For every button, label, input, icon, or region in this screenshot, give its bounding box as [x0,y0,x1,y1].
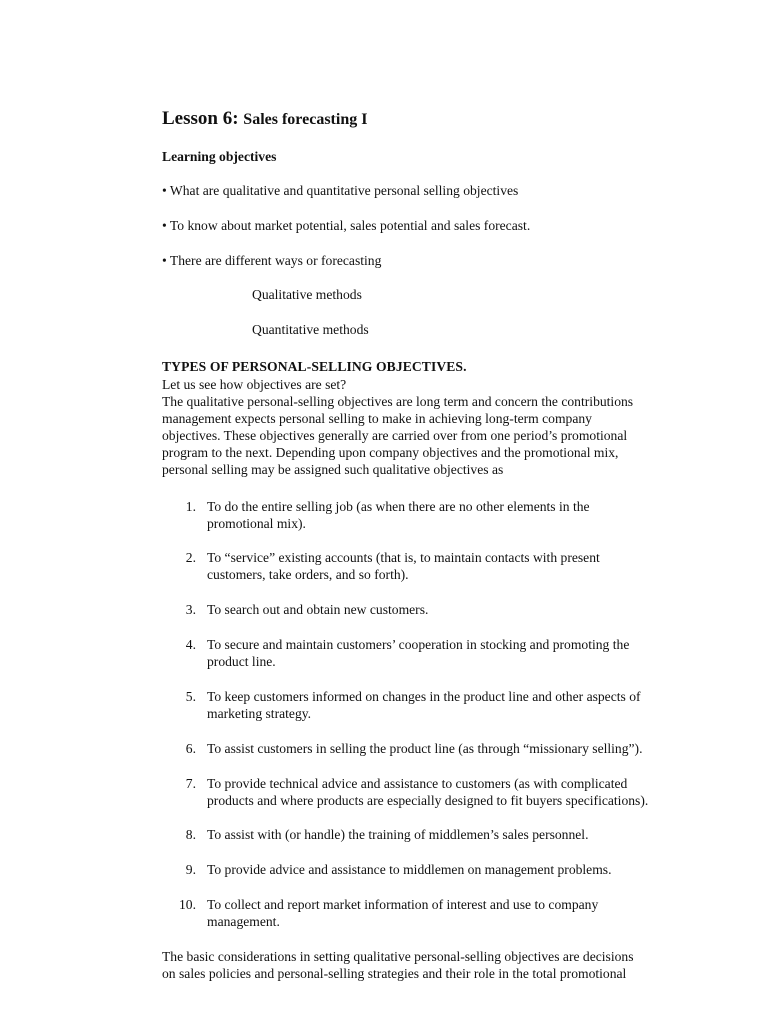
paragraph-line: Let us see how objectives are set? [162,377,347,392]
list-line: To collect and report market information of interest and use to company [207,897,599,912]
paragraph-line: objectives. These objectives generally are carried over from one period’s promotional [162,428,628,443]
list-number: 8. [185,827,196,842]
list-line: marketing strategy. [207,706,312,721]
list-line: product line. [207,654,276,669]
list-text [207,896,598,930]
paragraph-line: The qualitative personal-selling objectives are long term and concern the contributions [162,394,634,409]
list-line: To search out and obtain new customers. [207,602,429,617]
bullet-item: • What are qualitative and quantitative personal selling objectives [162,183,519,198]
list-text [207,861,611,878]
bullet-item: • There are different ways or forecasting [162,253,382,268]
list-number: 6. [185,741,196,756]
closing-paragraph [162,948,702,982]
paragraph-line: program to the next. Depending upon company objectives and the promotional mix, [162,445,619,460]
method-item: Quantitative methods [252,322,369,337]
list-line: To assist customers in selling the product line (as through “missionary selling”). [207,741,643,756]
list-line: customers, take orders, and so forth). [207,567,409,582]
list-number: 1. [185,499,196,514]
list-line: To secure and maintain customers’ cooperation in stocking and promoting the [207,637,630,652]
list-line: promotional mix). [207,516,306,531]
lesson-title-sub: Sales forecasting I [243,111,368,128]
section-heading: TYPES OF PERSONAL-SELLING OBJECTIVES. [162,359,467,374]
list-line: To do the entire selling job (as when there are no other elements in the [207,499,590,514]
list-line: To “service” existing accounts (that is, to maintain contacts with present [207,550,600,565]
list-number: 9. [185,862,196,877]
list-text [207,549,600,583]
paragraph-line: The basic considerations in setting qualitative personal-selling objectives are decisions [162,949,634,964]
list-number: 5. [185,689,196,704]
list-text [207,498,590,532]
list-line: To keep customers informed on changes in the product line and other aspects of [207,689,641,704]
list-text [207,601,428,618]
paragraph-line: on sales policies and personal-selling strategies and their role in the total promotional [162,966,627,981]
list-text [207,775,648,809]
paragraph-line: management expects personal selling to make in achieving long-term company [162,411,592,426]
list-line: To provide advice and assistance to middlemen on management problems. [207,862,612,877]
lesson-title-main: Lesson 6: [162,108,239,129]
list-text [207,636,629,670]
list-line: To assist with (or handle) the training of middlemen’s sales personnel. [207,827,589,842]
list-text [207,688,641,722]
learning-objectives-heading: Learning objectives [162,149,277,164]
list-text [207,826,588,843]
paragraph-line: personal selling may be assigned such qualitative objectives as [162,462,504,477]
list-line: products and where products are especially designed to fit buyers specifications). [207,793,649,808]
list-number: 10. [179,897,196,912]
list-number: 7. [185,776,196,791]
bullet-item: • To know about market potential, sales potential and sales forecast. [162,218,531,233]
list-line: To provide technical advice and assistance to customers (as with complicated [207,776,628,791]
list-number: 3. [185,602,196,617]
lesson-title [162,108,367,131]
method-item: Qualitative methods [252,287,362,302]
list-number: 4. [185,637,196,652]
intro-paragraph [162,376,702,478]
list-text [207,740,642,757]
list-number: 2. [185,550,196,565]
list-line: management. [207,914,280,929]
